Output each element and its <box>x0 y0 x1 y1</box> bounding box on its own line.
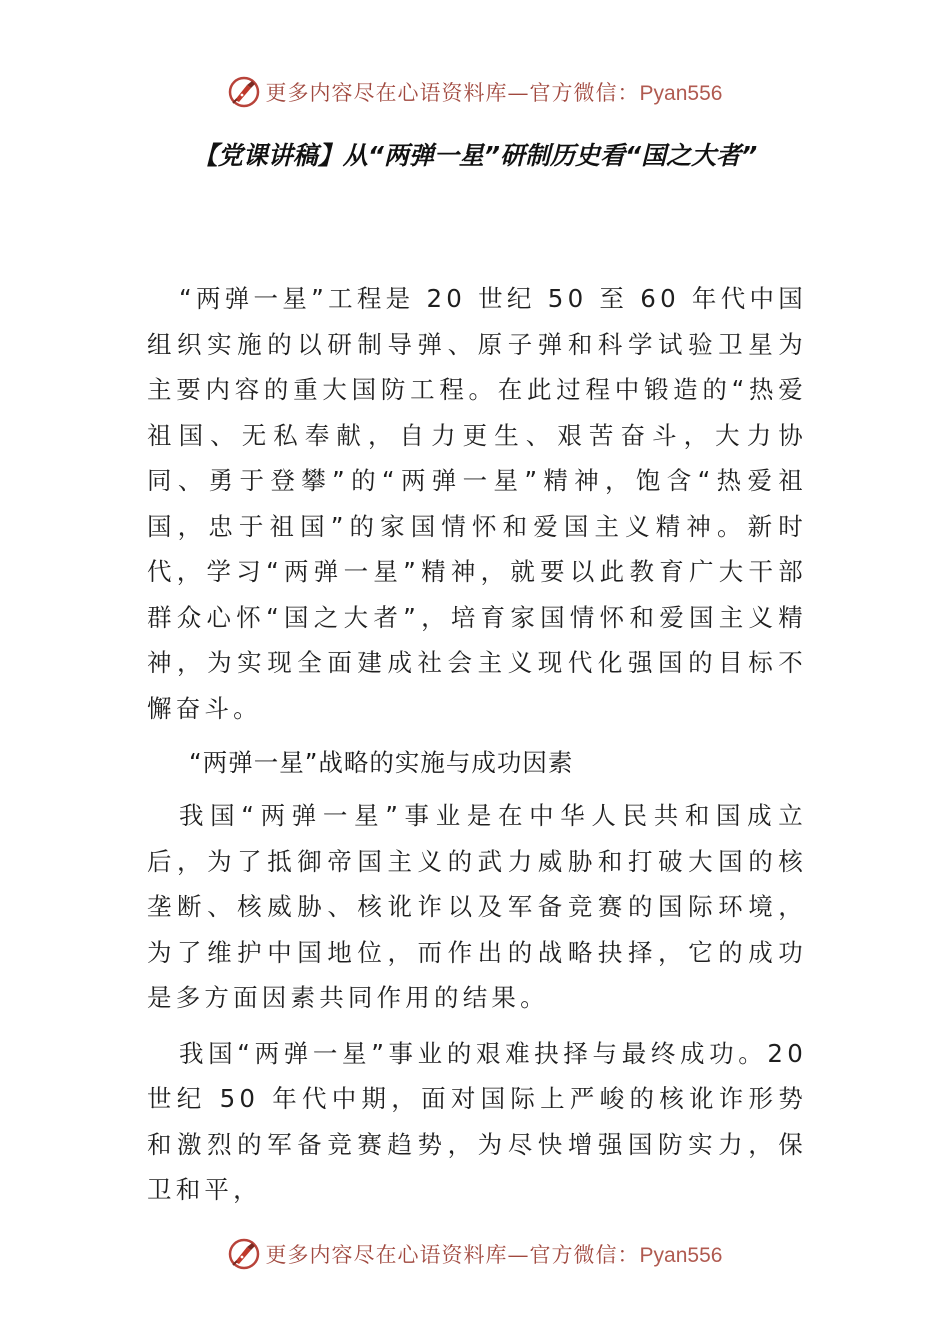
banner-slogan: 更多内容尽在心语资料库—官方微信： <box>265 81 640 105</box>
paragraph-strategy: 我国“两弹一星”事业是在中华人民共和国成立后，为了抵御帝国主义的武力威胁和打破大国的核垄断、核威胁、核讹诈以及军备竞赛的国际环境，为了维护中国地位，而作出的战略抉择，它的成功是多方面因素共同作用的结果。 <box>147 801 807 1012</box>
banner-slogan: 更多内容尽在心语资料库—官方微信： <box>265 1243 640 1267</box>
paragraph-history: 我国“两弹一星”事业的艰难抉择与最终成功。20 世纪 50 年代中期，面对国际上严峻的核讹诈形势和激烈的军备竞赛趋势，为尽快增强国防实力，保卫和平， <box>147 1038 807 1204</box>
wechat-id: Pyan556 <box>639 82 723 105</box>
pen-nib-logo-icon <box>228 76 260 108</box>
paragraph-intro: “两弹一星”工程是 20 世纪 50 至 60 年代中国组织实施的以研制导弹、原子弹和科学试验卫星为主要内容的重大国防工程。在此过程中锻造的“热爱祖国、无私奉献，自力更生、艰苦奋斗，大力协同、勇于登攀”的“两弹一星”精神，饱含“热爱祖国，忠于祖国”的家国情怀和爱国主义精神。新时代，学习“两弹一星”精神，就要以此教育广大干部群众心怀“国之大者”，培育家国情怀和爱国主义精神，为实现全面建成社会主义现代化强国的目标不懈奋斗。 <box>147 284 807 723</box>
footer-banner <box>0 1232 950 1276</box>
wechat-id: Pyan556 <box>639 1244 723 1267</box>
section-heading: “两弹一星”战略的实施与成功因素 <box>189 748 574 777</box>
banner-text <box>266 77 723 107</box>
pen-nib-logo-icon <box>228 1238 260 1270</box>
document-body <box>147 276 807 1213</box>
header-banner <box>0 70 950 114</box>
document-title: 【党课讲稿】从“两弹一星”研制历史看“国之大者” <box>192 141 758 170</box>
banner-text <box>266 1239 723 1269</box>
